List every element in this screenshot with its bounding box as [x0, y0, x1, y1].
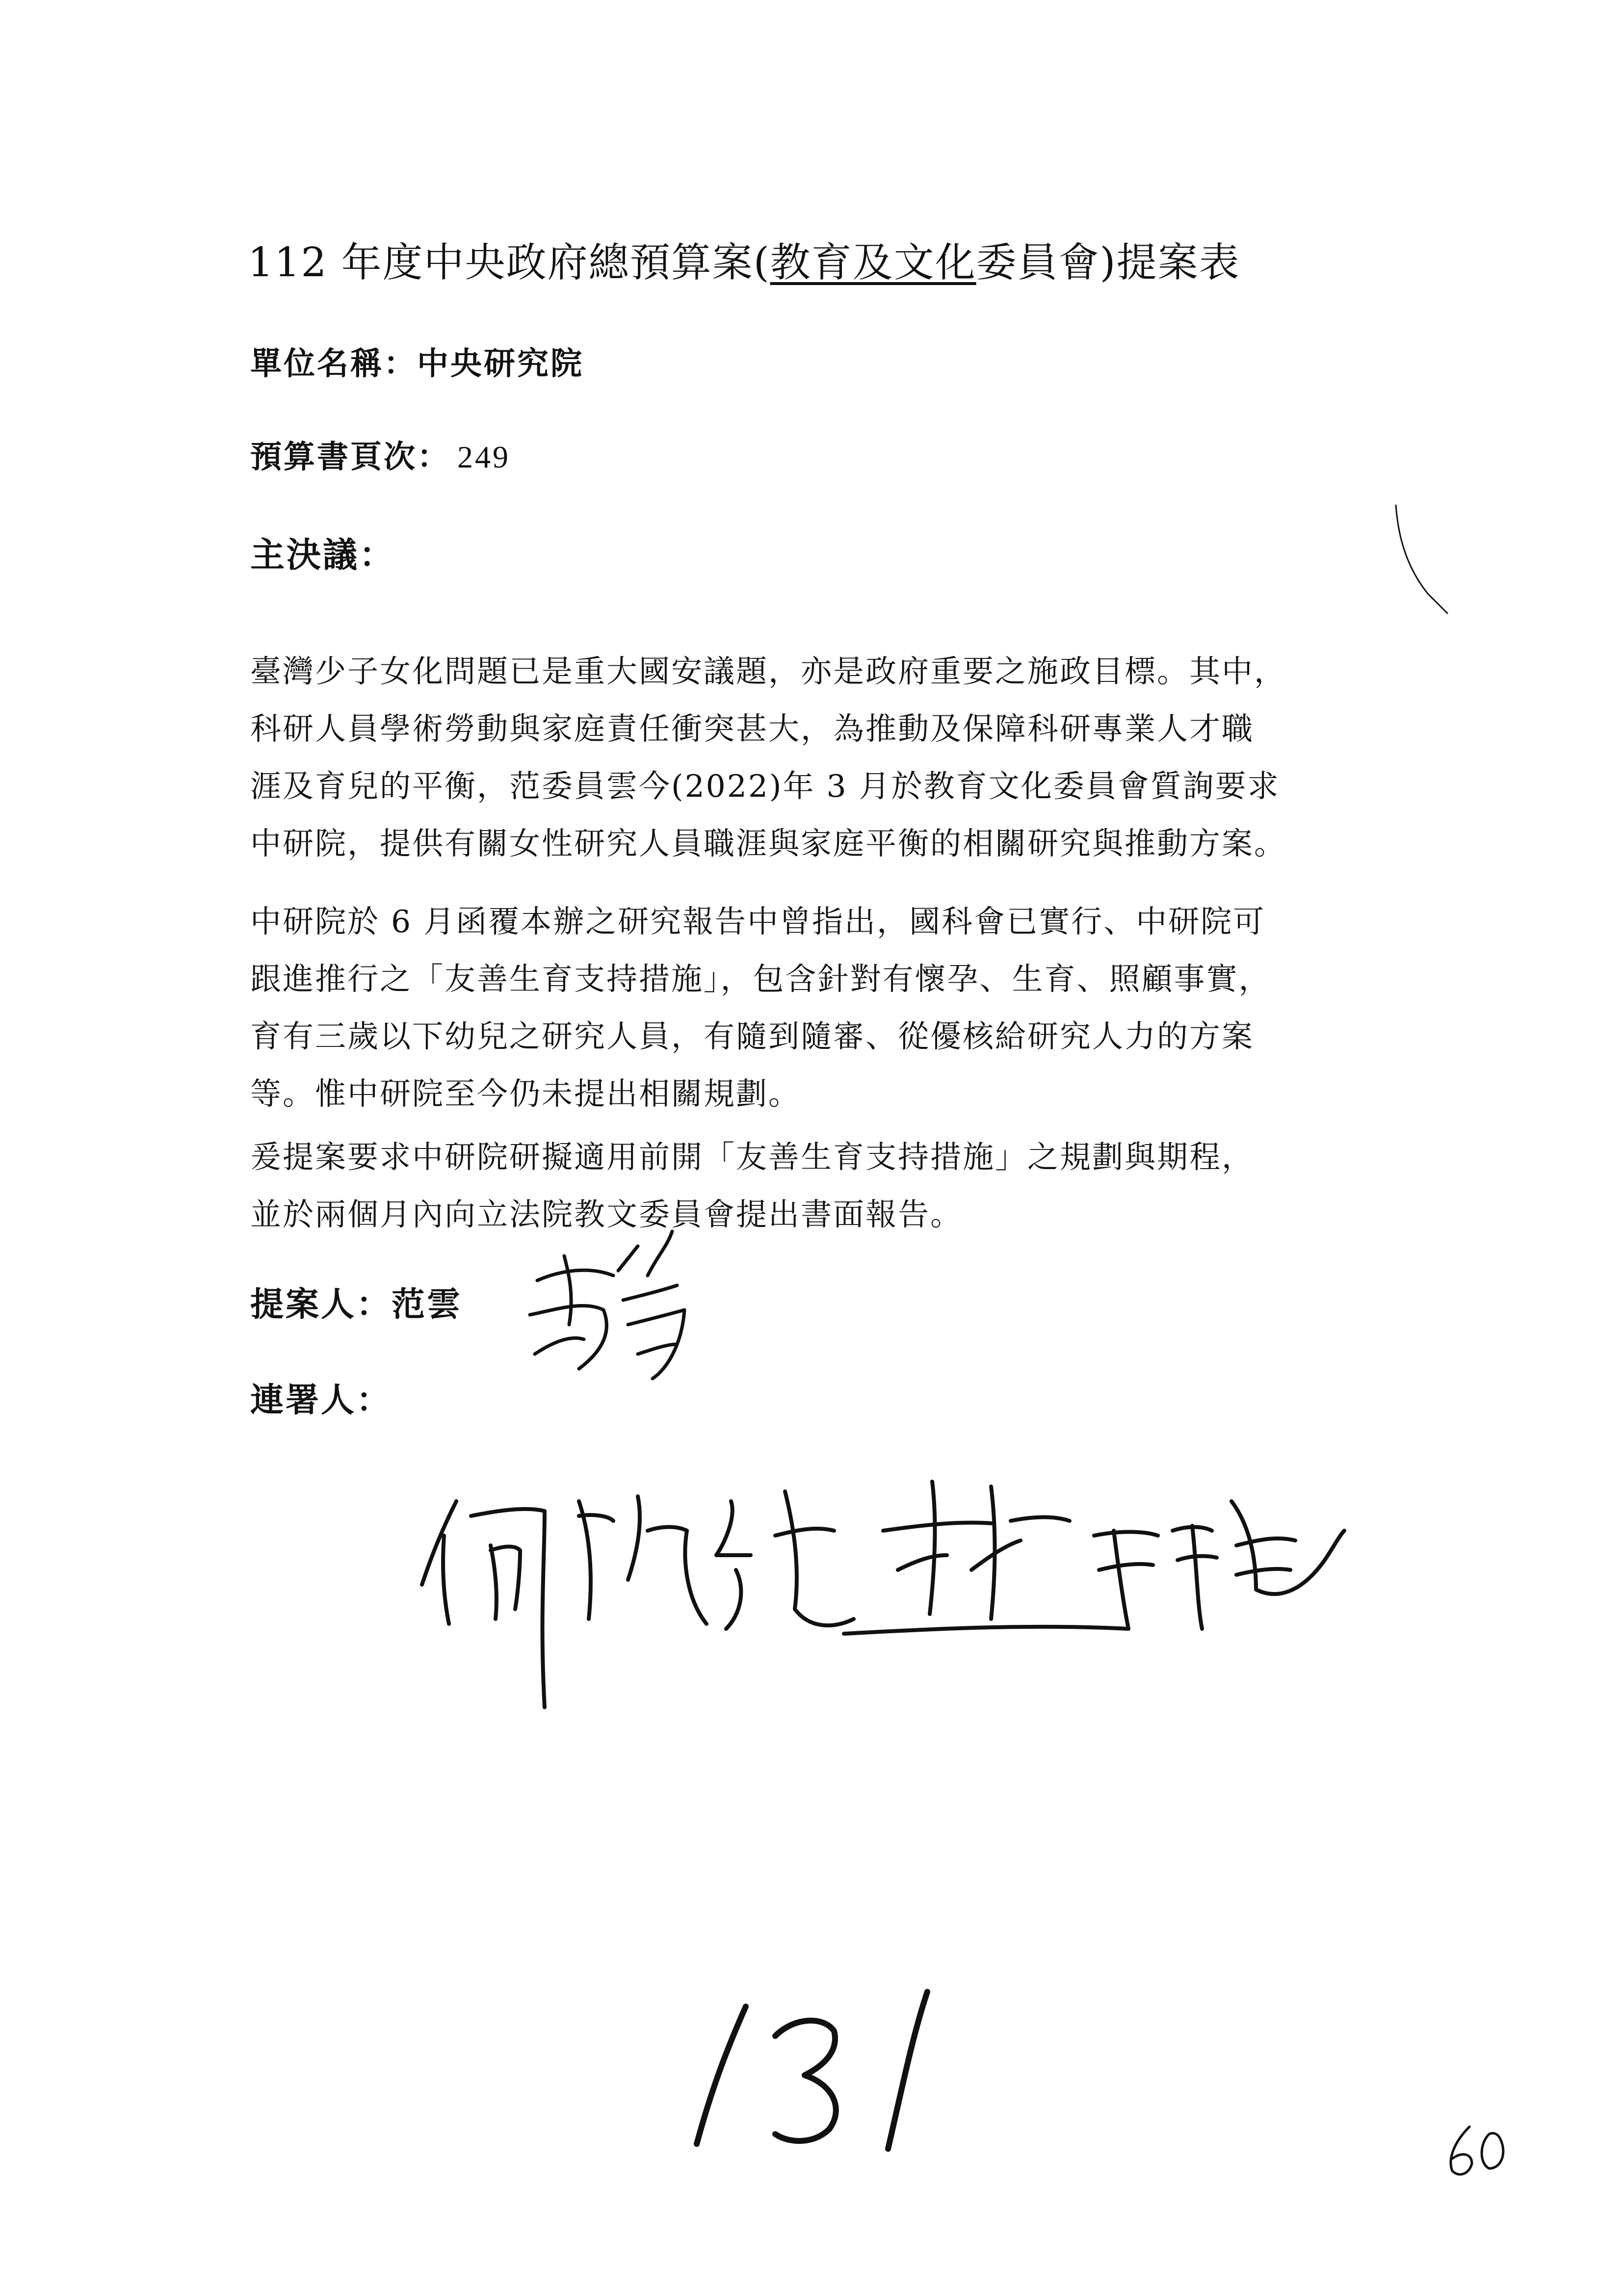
cosigner-signature-2 — [844, 1482, 1344, 1634]
cosigner-signature-1 — [422, 1491, 854, 1707]
paragraph-line: 臺灣少子女化問題已是重大國安議題，亦是政府重要之施政目標。其中， — [250, 653, 1286, 689]
paragraph-line: 中研院，提供有關女性研究人員職涯與家庭平衡的相關研究與推動方案。 — [250, 826, 1286, 861]
cosigners-label: 連署人： — [250, 1381, 392, 1420]
paragraph-line: 科研人員學術勞動與家庭責任衝突甚大，為推動及保障科研專業人才職 — [250, 711, 1254, 747]
title-suffix: 委員會)提案表 — [976, 239, 1240, 286]
proposer-name: 范雲 — [392, 1285, 463, 1324]
scan-mark — [1396, 505, 1447, 613]
unit-label: 單位名稱： — [250, 345, 417, 382]
proposer-signature — [530, 1231, 684, 1379]
handwritten-number-main — [697, 1992, 927, 2149]
title-prefix: 112 年度中央政府總預算案( — [248, 239, 770, 286]
paragraph-line: 涯及育兒的平衡，范委員雲今(2022)年 3 月於教育文化委員會質詢要求 — [250, 768, 1280, 804]
handwritten-number-corner — [1451, 2127, 1503, 2174]
paragraph-line: 等。惟中研院至今仍未提出相關規劃。 — [250, 1076, 801, 1112]
paragraph-line: 並於兩個月內向立法院教文委員會提出書面報告。 — [250, 1197, 963, 1232]
paragraph-line: 爰提案要求中研院研擬適用前開「友善生育支持措施」之規劃與期程， — [250, 1139, 1254, 1175]
paragraph-line: 中研院於 6 月函覆本辦之研究報告中曾指出，國科會已實行、中研院可 — [250, 904, 1266, 939]
proposer-label: 提案人： — [250, 1285, 392, 1324]
paragraph-line: 育有三歲以下幼兒之研究人員，有隨到隨審、從優核給研究人力的方案 — [250, 1018, 1254, 1054]
paragraph-line: 跟進推行之「友善生育支持措施」，包含針對有懷孕、生育、照顧事實， — [250, 961, 1271, 997]
budget-page-label: 預算書頁次： — [250, 439, 450, 475]
resolution-label: 主決議： — [250, 534, 395, 575]
budget-page-value: 249 — [457, 440, 510, 474]
title-committee: 教育及文化 — [770, 239, 976, 286]
unit-value: 中央研究院 — [417, 345, 584, 382]
